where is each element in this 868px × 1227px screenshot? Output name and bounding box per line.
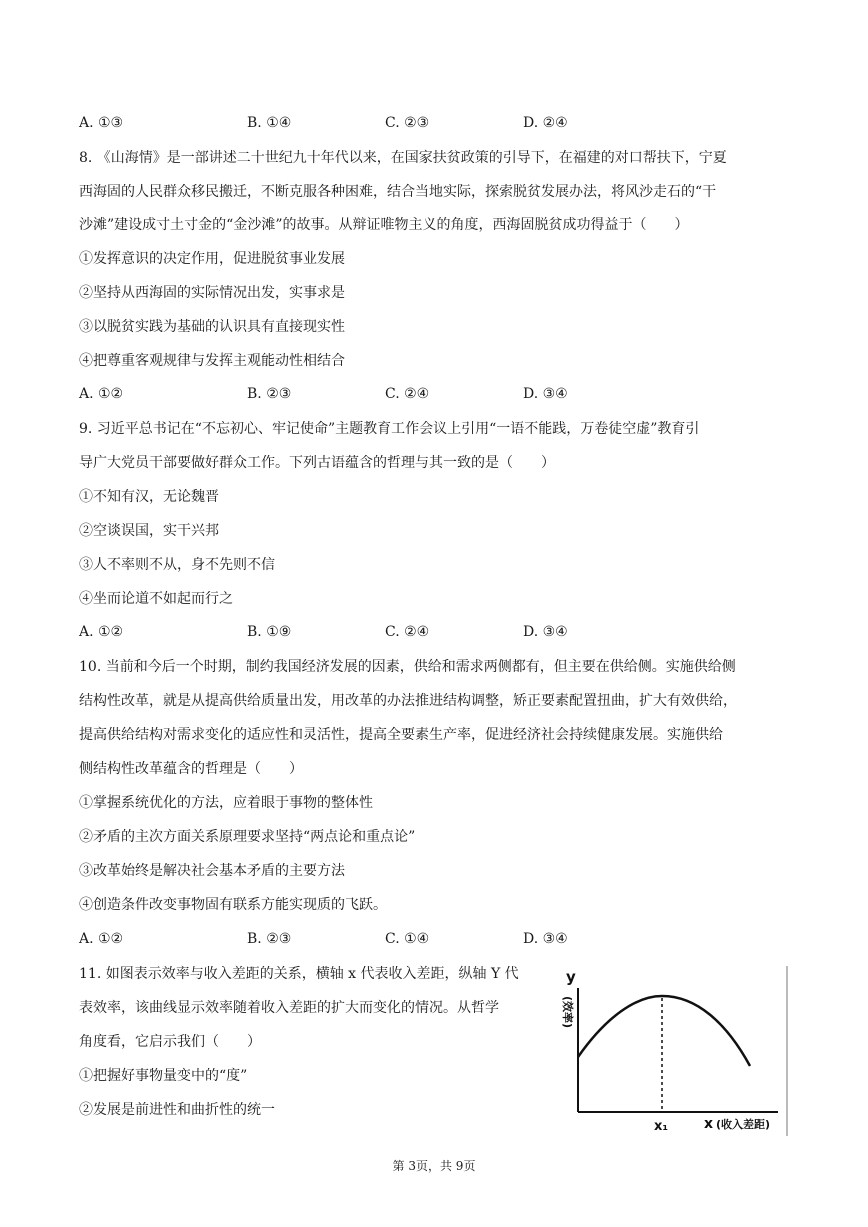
peak-x-label: x₁ — [654, 1119, 669, 1134]
q10-option-a: A. ①② — [79, 931, 124, 947]
q8-option-a: A. ①② — [79, 386, 124, 402]
q10-stem-line: 10. 当前和今后一个时期，制约我国经济发展的因素，供给和需求两侧都有，但主要在供给侧。实施供给侧 — [79, 659, 736, 675]
q8-option-d: D. ③④ — [523, 386, 568, 402]
q8-statement-1: ①发挥意识的决定作用，促进脱贫事业发展 — [79, 251, 345, 267]
q9-stem-line: 9. 习近平总书记在“不忘初心、牢记使命”主题教育工作会议上引用“一语不能践，万卷徒空虚”教育引 — [79, 421, 700, 437]
q8-statement-2: ②坚持从西海固的实际情况出发，实事求是 — [79, 285, 345, 301]
q10-option-d: D. ③④ — [523, 931, 568, 947]
q8-stem-line: 8. 《山海情》是一部讲述二十世纪九十年代以来，在国家扶贫政策的引导下，在福建的对口帮扶下，宁夏 — [79, 150, 727, 166]
q9-statement-2: ②空谈误国，实干兴邦 — [79, 523, 219, 539]
q7-option-b: B. ①④ — [247, 115, 292, 131]
efficiency-income-graph — [556, 962, 794, 1138]
q9-option-c: C. ②④ — [385, 624, 430, 640]
q10-option-b: B. ②③ — [247, 931, 292, 947]
q11-statement-1: ①把握好事物量变中的“度” — [79, 1068, 248, 1084]
q10-stem-line: 结构性改革，就是从提高供给质量出发，用改革的办法推进结构调整，矫正要素配置扭曲，扩大有效供给， — [79, 693, 737, 709]
q7-option-a: A. ①③ — [79, 115, 124, 131]
q10-statement-4: ④创造条件改变事物固有联系方能实现质的飞跃。 — [79, 897, 387, 913]
q11-stem-line: 11. 如图表示效率与收入差距的关系，横轴 x 代表收入差距，纵轴 Y 代 — [79, 966, 519, 982]
q7-option-c: C. ②③ — [385, 115, 430, 131]
q10-statement-1: ①掌握系统优化的方法，应着眼于事物的整体性 — [79, 795, 373, 811]
q8-statement-3: ③以脱贫实践为基础的认识具有直接现实性 — [79, 319, 345, 335]
q8-statement-4: ④把尊重客观规律与发挥主观能动性相结合 — [79, 353, 345, 369]
q9-statement-3: ③人不率则不从，身不先则不信 — [79, 557, 275, 573]
q9-option-d: D. ③④ — [523, 624, 568, 640]
efficiency-curve — [578, 996, 750, 1066]
q11-statement-2: ②发展是前进性和曲折性的统一 — [79, 1102, 275, 1118]
q8-option-b: B. ②③ — [247, 386, 292, 402]
q10-stem-line: 侧结构性改革蕴含的哲理是（ ） — [79, 761, 303, 777]
q8-option-c: C. ②④ — [385, 386, 430, 402]
q7-options — [79, 113, 699, 133]
q9-options — [79, 622, 699, 642]
q9-option-a: A. ①② — [79, 624, 124, 640]
q10-statement-2: ②矛盾的主次方面关系原理要求坚持“两点论和重点论” — [79, 829, 416, 845]
x-axis-label: (收入差距) — [716, 1118, 771, 1131]
q11-stem-line: 表效率，该曲线显示效率随着收入差距的扩大而变化的情况。从哲学 — [79, 1000, 499, 1016]
q8-options — [79, 384, 699, 404]
q10-statement-3: ③改革始终是解决社会基本矛盾的主要方法 — [79, 863, 345, 879]
q9-option-b: B. ①⑨ — [247, 624, 292, 640]
q7-option-d: D. ②④ — [523, 115, 568, 131]
q10-stem-line: 提高供给结构对需求变化的适应性和灵活性，提高全要素生产率，促进经济社会持续健康发展。实施供给 — [79, 727, 723, 743]
q8-stem-line: 西海固的人民群众移民搬迁，不断克服各种困难，结合当地实际，探索脱贫发展办法，将风沙走石的“干 — [79, 184, 717, 200]
q10-option-c: C. ①④ — [385, 931, 430, 947]
q11-stem-line: 角度看，它启示我们（ ） — [79, 1034, 261, 1050]
q9-stem-line: 导广大党员干部要做好群众工作。下列古语蕴含的哲理与其一致的是（ ） — [79, 455, 555, 471]
q9-statement-1: ①不知有汉，无论魏晋 — [79, 489, 219, 505]
q10-options — [79, 929, 699, 949]
page-number-footer: 第 3页，共 9页 — [392, 1159, 476, 1173]
q9-statement-4: ④坐而论道不如起而行之 — [79, 591, 233, 607]
y-axis-label: (效率) — [561, 996, 574, 1029]
q8-stem-line: 沙滩”建设成寸土寸金的“金沙滩”的故事。从辩证唯物主义的角度，西海固脱贫成功得益于（ ） — [79, 217, 689, 233]
x-axis-letter: x — [704, 1116, 714, 1132]
y-axis-letter: y — [566, 968, 576, 986]
